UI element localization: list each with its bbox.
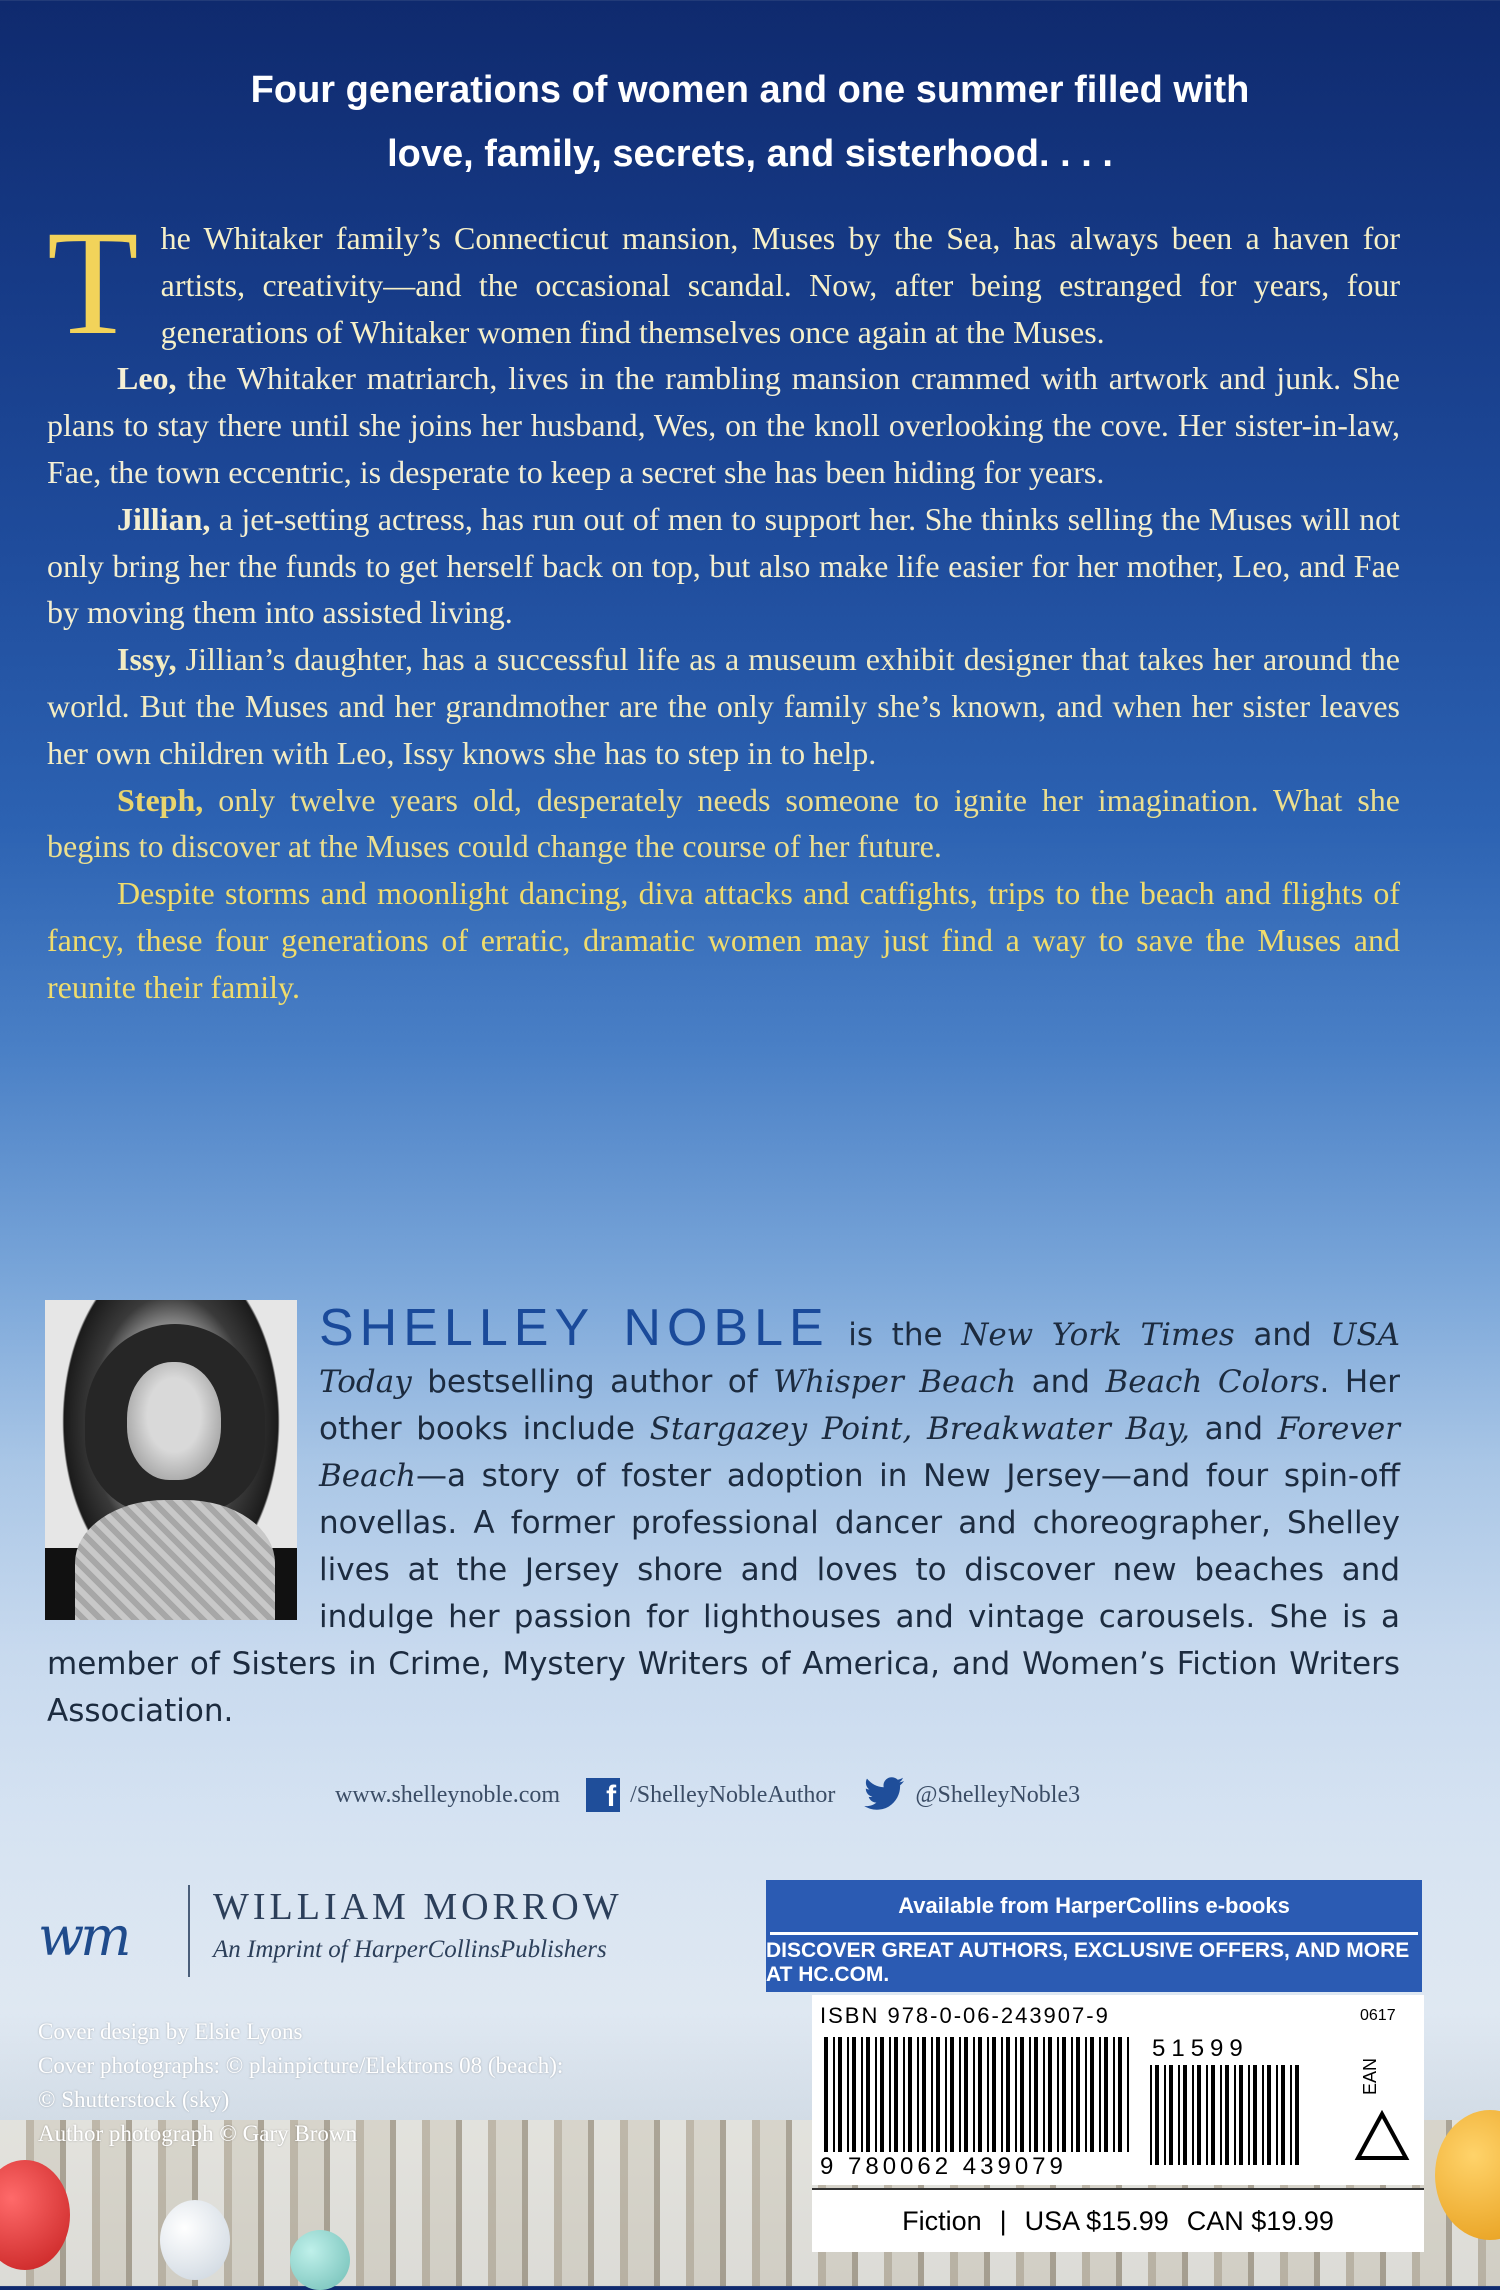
blurb-closing: Despite storms and moonlight dancing, diva attacks and catfights, trips to the beach and flights of fancy, these four generations of erratic, dramatic women may just find a way to save the Muses and reunite their family. [47, 875, 1400, 1005]
bio-text: —a story of foster adoption in New Jersey—and four spin-off novellas. A former professional dancer and choreographer, Shelley lives at the Jersey shore and loves to discover new beaches and indulge her passion for lighthouses and vintage carousels. She is a member of Sisters in Crime, Mystery Writers of America, and Women’s Fiction Writers Association. [47, 1458, 1400, 1729]
barcode-bar [1104, 2037, 1108, 2152]
barcode-bar [852, 2037, 856, 2152]
barcode-bar [978, 2037, 982, 2152]
bio-text: and [1016, 1364, 1106, 1400]
bio-title: New York Times [961, 1317, 1235, 1353]
barcode-bar [1183, 2065, 1187, 2165]
barcode-bar [964, 2037, 968, 2152]
publisher-name: WILLIAM MORROW [213, 1886, 623, 1928]
bio-text: and [1190, 1411, 1278, 1447]
barcode-bar [1071, 2037, 1073, 2152]
barcode-bar [866, 2037, 870, 2152]
barcode-bar [1048, 2037, 1052, 2152]
website-link[interactable]: www.shelleynoble.com [335, 1781, 561, 1808]
barcode-bar [1197, 2065, 1201, 2165]
barcode-bar [1192, 2065, 1194, 2165]
barcode-bar [889, 2037, 891, 2152]
credit-line-1: Cover design by Elsie Lyons [38, 2019, 303, 2044]
blurb-issy [47, 636, 1400, 776]
price-usa: USA $15.99 [1024, 2205, 1169, 2236]
barcode-bar [1043, 2037, 1045, 2152]
barcode-bar [875, 2037, 877, 2152]
barcode-bar [987, 2037, 989, 2152]
character-name-steph: Steph, [117, 781, 204, 818]
credit-line-2: Cover photographs: © plainpicture/Elektrons 08 (beach): [38, 2053, 564, 2078]
price-can: CAN $19.99 [1186, 2205, 1334, 2236]
barcode-bar [1057, 2037, 1059, 2152]
barcode-bar [1295, 2065, 1299, 2165]
twitter-bird-icon [863, 1777, 905, 1813]
blurb-leo [47, 355, 1400, 495]
barcode-bar [1225, 2065, 1229, 2165]
price-bar [812, 2188, 1424, 2252]
blurb-jillian [47, 496, 1400, 636]
barcode [824, 2037, 1134, 2157]
author-name: SHELLEY NOBLE [319, 1299, 830, 1357]
barcode-bar [959, 2037, 961, 2152]
barcode-bar [1220, 2065, 1222, 2165]
publisher-info [213, 1884, 623, 1970]
barcode-box [812, 1995, 1424, 2185]
barcode-bar [936, 2037, 940, 2152]
barcode-bar [973, 2037, 975, 2152]
barcode-bar [1020, 2037, 1024, 2152]
william-morrow-logo: wm [38, 1905, 128, 1968]
bio-title: Beach Colors [1105, 1364, 1320, 1400]
author-photo-face [127, 1362, 221, 1480]
balloon-teal [290, 2230, 350, 2290]
author-photo-sweater [75, 1500, 275, 1620]
bio-text: is the [829, 1317, 962, 1353]
barcode-bar [1206, 2065, 1208, 2165]
print-code: 0617 [1360, 2007, 1396, 2024]
barcode-bar [1267, 2065, 1271, 2165]
harpercollins-ad [766, 1880, 1422, 1992]
barcode-bar [1015, 2037, 1017, 2152]
bio-text: . Her other books include [319, 1364, 1400, 1447]
twitter-handle[interactable]: @ShelleyNoble3 [915, 1781, 1081, 1808]
blurb-intro [47, 200, 1400, 366]
barcode-bar [1253, 2065, 1257, 2165]
balloon-white [160, 2200, 230, 2280]
barcode-bar [880, 2037, 884, 2152]
price-separator: | [999, 2205, 1007, 2236]
tagline [100, 58, 1400, 186]
barcode-bar [1001, 2037, 1003, 2152]
facebook-icon: f [586, 1778, 620, 1812]
barcode-bar [945, 2037, 947, 2152]
blurb-leo-text: the Whitaker matriarch, lives in the rambling mansion crammed with artwork and junk. She plans to stay there until she joins her husband, Wes, on the knoll overlooking the cove. Her sister-in-law, Fae, the town eccentric, is desperate to keep a secret she has been hiding for years. [47, 360, 1400, 490]
publisher-imprint: An Imprint of HarperCollinsPublishers [213, 1936, 607, 1963]
barcode-bar [833, 2037, 835, 2152]
barcode-bar [894, 2037, 898, 2152]
barcode-bar [1281, 2065, 1285, 2165]
barcode-bar [1029, 2037, 1031, 2152]
barcode-bar [1234, 2065, 1236, 2165]
barcode-bar [922, 2037, 926, 2152]
blurb-jillian-text: a jet-setting actress, has run out of men to support her. She thinks selling the Muses will not only bring her the funds to get herself back on top, but also make life easier for her mother, Leo, and Fae by moving them into assisted living. [47, 500, 1400, 631]
drop-cap: T [47, 200, 139, 366]
barcode-bar [1006, 2037, 1010, 2152]
barcode-bar [838, 2037, 842, 2152]
facebook-link[interactable]: /ShelleyNobleAuthor [630, 1781, 836, 1808]
barcode-bar [917, 2037, 919, 2152]
barcode-bar [1239, 2065, 1243, 2165]
barcode-digits: 9 780062 439079 [820, 2153, 1067, 2180]
barcode-bar [1248, 2065, 1250, 2165]
isbn: ISBN 978-0-06-243907-9 [820, 2003, 1110, 2028]
barcode-bar [1169, 2065, 1173, 2165]
barcode-bar [1164, 2065, 1166, 2165]
cover-credits [38, 2015, 563, 2151]
barcode-bar [908, 2037, 912, 2152]
credit-line-3: © Shutterstock (sky) [38, 2087, 230, 2112]
barcode-bar [903, 2037, 905, 2152]
barcode-bar [992, 2037, 996, 2152]
barcode-bar [1076, 2037, 1080, 2152]
bio-title: Whisper Beach [773, 1364, 1017, 1400]
blurb-steph-text: only twelve years old, desperately needs someone to ignite her imagination. What she begins to discover at the Muses could change the course of her future. [47, 781, 1400, 865]
barcode-bar [1090, 2037, 1094, 2152]
tagline-line-2: love, family, secrets, and sisterhood. . . . [387, 133, 1113, 175]
addon-barcode [1150, 2065, 1300, 2170]
bio-title: Stargazey Point, Breakwater Bay, [649, 1411, 1190, 1447]
character-name-leo: Leo, [117, 360, 177, 397]
barcode-bar [1290, 2065, 1292, 2165]
ean-triangle-icon [1354, 2110, 1410, 2162]
ean-label: EAN [1360, 2057, 1380, 2095]
barcode-bar [1150, 2065, 1152, 2165]
barcode-bar [1118, 2037, 1122, 2152]
barcode-bar [1276, 2065, 1278, 2165]
bio-title: Forever Beach [319, 1411, 1400, 1494]
publisher-divider [188, 1885, 190, 1977]
barcode-bar [1178, 2065, 1180, 2165]
barcode-bar [1099, 2037, 1101, 2152]
barcode-bar [1062, 2037, 1066, 2152]
barcode-bar [1262, 2065, 1264, 2165]
social-links [335, 1775, 1080, 1815]
barcode-bar [1211, 2065, 1215, 2165]
ad-ebooks-text: Available from HarperCollins e-books [898, 1893, 1290, 1918]
bio-title: USA Today [319, 1317, 1401, 1400]
blurb-issy-text: Jillian’s daughter, has a successful life as a museum exhibit designer that takes her around the world. But the Muses and her grandmother are the only family she’s known, and when her sister leaves her own children with Leo, Issy knows she has to step in to help. [47, 641, 1400, 771]
barcode-bar [1113, 2037, 1115, 2152]
barcode-bar [1034, 2037, 1038, 2152]
bio-text: and [1234, 1317, 1331, 1353]
price-code: 51599 [1152, 2035, 1249, 2062]
blurb-steph [47, 777, 1400, 871]
barcode-bar [1155, 2065, 1159, 2165]
barcode-bar [861, 2037, 863, 2152]
barcode-bar [1085, 2037, 1087, 2152]
barcode-bar [847, 2037, 849, 2152]
tagline-line-1: Four generations of women and one summer filled with [250, 69, 1250, 111]
book-blurb [47, 200, 1400, 1011]
barcode-bar [1127, 2037, 1129, 2152]
barcode-bar [950, 2037, 954, 2152]
ad-discover-text: DISCOVER GREAT AUTHORS, EXCLUSIVE OFFERS, AND MORE AT HC.COM. [766, 1939, 1410, 1986]
credit-line-4: Author photograph © Gary Brown [38, 2121, 357, 2146]
barcode-bar [931, 2037, 933, 2152]
character-name-jillian: Jillian, [117, 500, 211, 537]
character-name-issy: Issy, [117, 641, 177, 678]
genre: Fiction [902, 2205, 982, 2236]
bio-text: bestselling author of [411, 1364, 774, 1400]
barcode-bar [824, 2037, 828, 2152]
blurb-intro-text: he Whitaker family’s Connecticut mansion, Muses by the Sea, has always been a haven for artists, creativity—and the occasional scandal. Now, after being estranged for years, four generations of Whitaker women find themselves once again at the Muses. [160, 220, 1400, 350]
